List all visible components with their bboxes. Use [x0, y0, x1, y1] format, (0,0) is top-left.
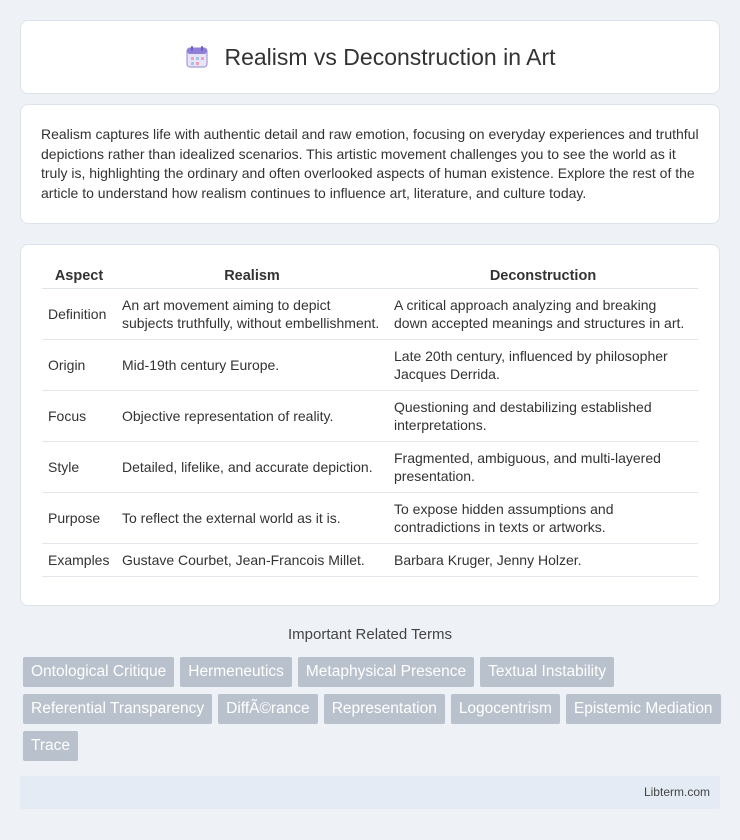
intro-text: Realism captures life with authentic detail and raw emotion, focusing on everyday experiences and truthful depictions rather than idealized scenarios. This artistic movement challenges you to see the world as it truly is, highlighting the ordinary and often overlooked aspects of human existence. Explore the rest of the article to understand how realism continues to influence art, literature, and culture today.: [41, 126, 699, 201]
table-cell: To reflect the external world as it is.: [116, 493, 388, 544]
related-term-tag[interactable]: Ontological Critique: [23, 657, 174, 687]
table-row: [42, 391, 698, 442]
table-cell: Definition: [42, 289, 116, 340]
table-cell: Detailed, lifelike, and accurate depiction.: [116, 442, 388, 493]
intro-card: [20, 104, 720, 224]
table-cell: Gustave Courbet, Jean-Francois Millet.: [116, 544, 388, 577]
table-row: [42, 442, 698, 493]
related-term-tag[interactable]: Textual Instability: [480, 657, 614, 687]
table-cell: Late 20th century, influenced by philosopher Jacques Derrida.: [388, 340, 698, 391]
table-row: [42, 289, 698, 340]
related-term-tag[interactable]: Referential Transparency: [23, 694, 212, 724]
header-card: [20, 20, 720, 94]
page-title: Realism vs Deconstruction in Art: [224, 43, 556, 70]
comparison-table-card: [20, 244, 720, 606]
related-term-tag[interactable]: Metaphysical Presence: [298, 657, 474, 687]
table-cell: Style: [42, 442, 116, 493]
related-term-tag[interactable]: Trace: [23, 731, 78, 761]
table-cell: A critical approach analyzing and breaking down accepted meanings and structures in art.: [388, 289, 698, 340]
column-header: Realism: [116, 265, 388, 289]
calendar-icon: [184, 44, 210, 70]
column-header: Aspect: [42, 265, 116, 289]
table-cell: Focus: [42, 391, 116, 442]
related-terms-list: [23, 657, 723, 761]
table-cell: An art movement aiming to depict subjects truthfully, without embellishment.: [116, 289, 388, 340]
table-cell: Barbara Kruger, Jenny Holzer.: [388, 544, 698, 577]
related-term-tag[interactable]: Hermeneutics: [180, 657, 292, 687]
table-row: [42, 493, 698, 544]
table-cell: Examples: [42, 544, 116, 577]
table-cell: Questioning and destabilizing established interpretations.: [388, 391, 698, 442]
table-cell: Origin: [42, 340, 116, 391]
table-cell: Purpose: [42, 493, 116, 544]
comparison-table: [42, 265, 698, 577]
table-row: [42, 340, 698, 391]
related-term-tag[interactable]: Logocentrism: [451, 694, 560, 724]
table-header-row: [42, 265, 698, 289]
table-row: [42, 544, 698, 577]
column-header: Deconstruction: [388, 265, 698, 289]
table-cell: To expose hidden assumptions and contradictions in texts or artworks.: [388, 493, 698, 544]
related-term-tag[interactable]: Epistemic Mediation: [566, 694, 721, 724]
table-cell: Fragmented, ambiguous, and multi-layered presentation.: [388, 442, 698, 493]
related-terms-title: Important Related Terms: [288, 626, 452, 643]
table-cell: Mid-19th century Europe.: [116, 340, 388, 391]
table-cell: Objective representation of reality.: [116, 391, 388, 442]
related-term-tag[interactable]: DiffÃ©rance: [218, 694, 318, 724]
footer: [20, 776, 720, 809]
footer-site-link[interactable]: Libterm.com: [643, 785, 710, 799]
related-term-tag[interactable]: Representation: [324, 694, 445, 724]
